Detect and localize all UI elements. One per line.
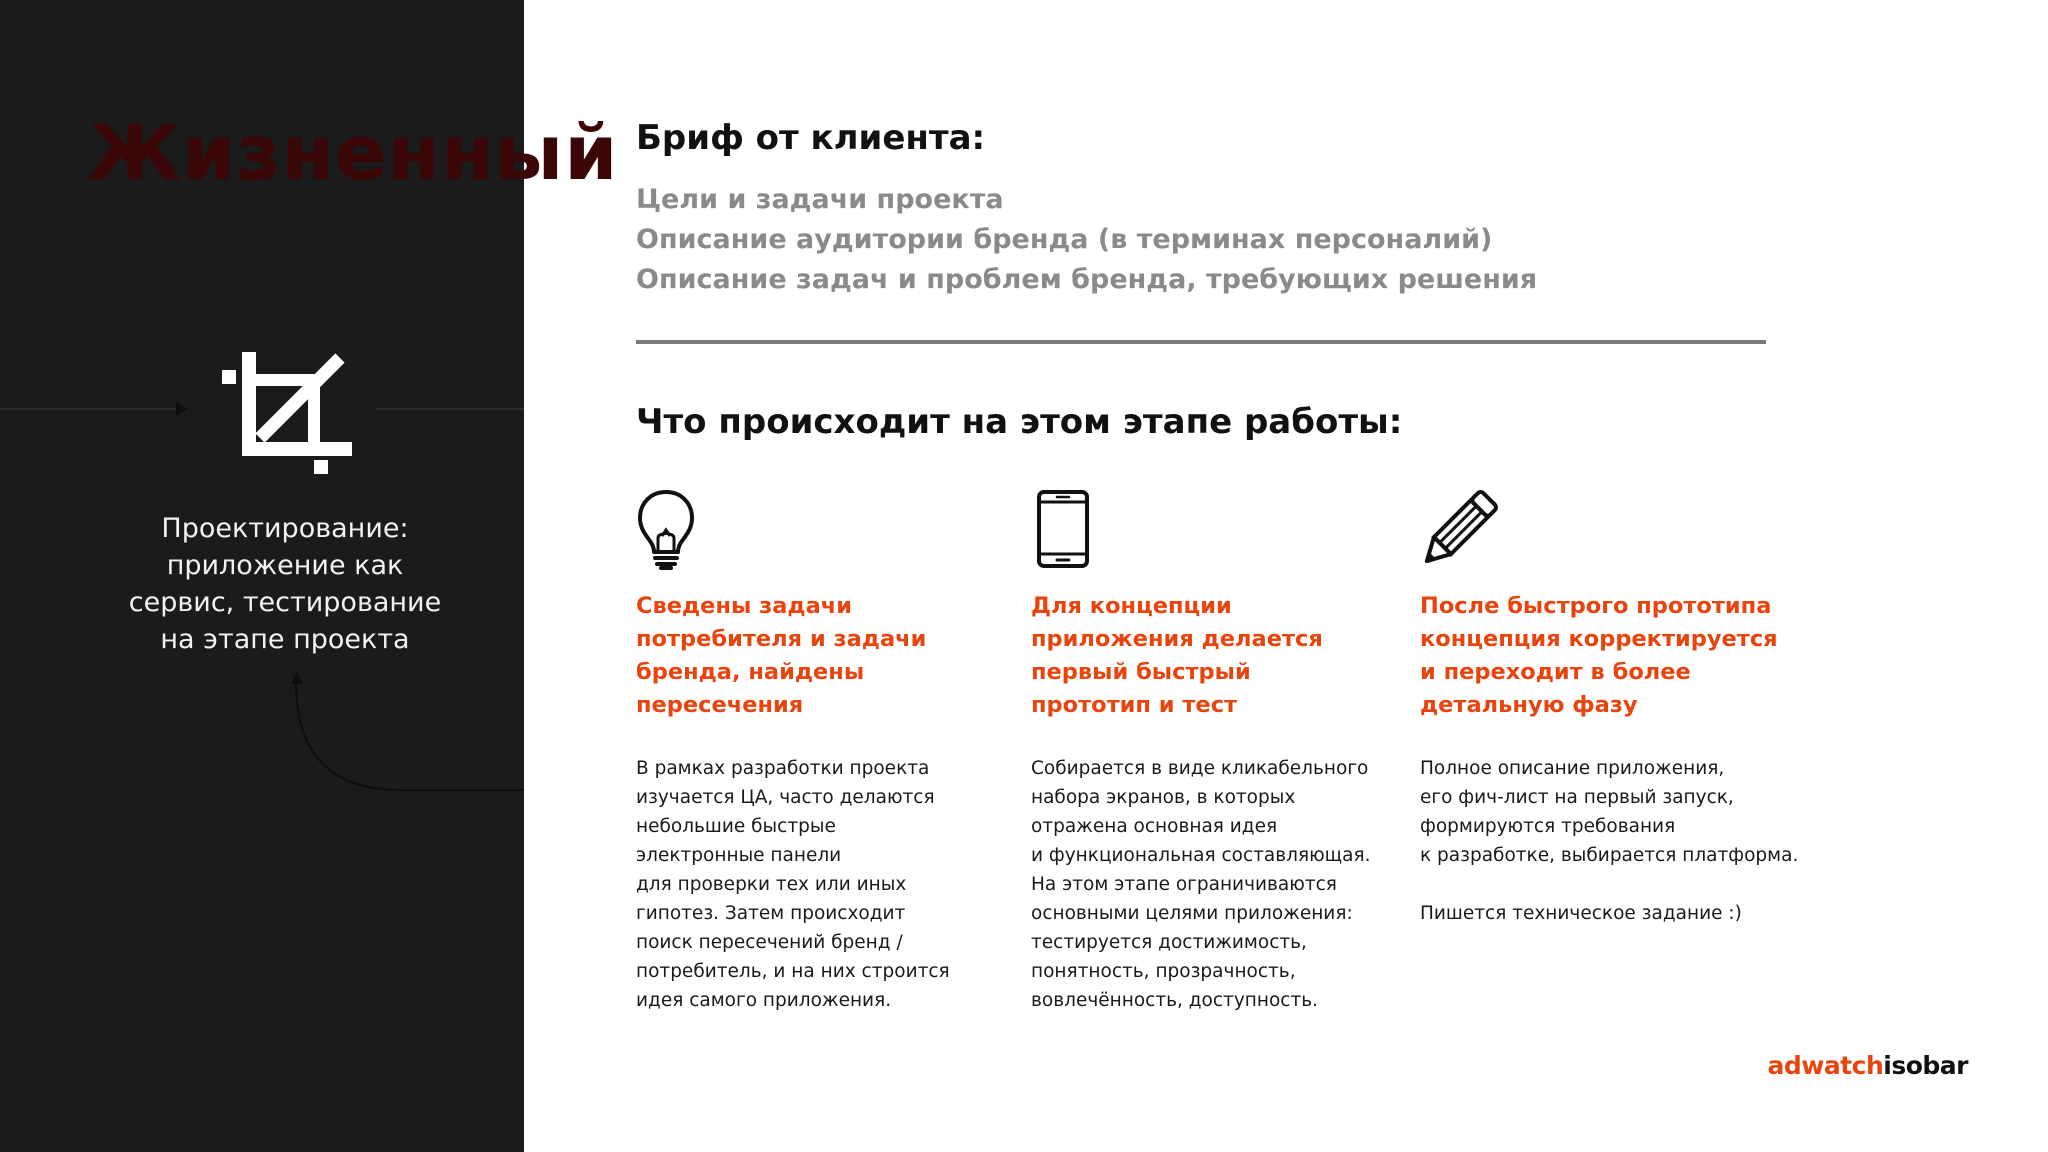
crop-icon bbox=[222, 352, 352, 476]
stage-label bbox=[110, 510, 460, 658]
text-line: тестируется достижимость, bbox=[1031, 932, 1307, 953]
stage-title: Что происходит на этом этапе работы: bbox=[636, 402, 1403, 442]
text-line: небольшие быстрые bbox=[636, 816, 836, 837]
pencil-icon bbox=[1420, 488, 1496, 572]
heading-line: Для концепции bbox=[1031, 593, 1232, 619]
heading-line: прототип и тест bbox=[1031, 692, 1238, 718]
text-line: основными целями приложения: bbox=[1031, 903, 1353, 924]
stage-column-heading bbox=[636, 590, 1016, 722]
logo-part-isobar: isobar bbox=[1883, 1051, 1968, 1080]
stage-column-2 bbox=[1031, 488, 1411, 1011]
text-line: для проверки тех или иных bbox=[636, 874, 907, 895]
stage-column-text bbox=[1420, 754, 1820, 928]
text-line: поиск пересечений бренд / bbox=[636, 932, 903, 953]
text-line: гипотез. Затем происходит bbox=[636, 903, 906, 924]
text-line: и функциональная составляющая. bbox=[1031, 845, 1371, 866]
stage-label-line: Проектирование: bbox=[161, 513, 409, 544]
background-title: Жизненный bbox=[88, 108, 619, 197]
lightbulb-icon bbox=[636, 488, 696, 572]
brief-item: Цели и задачи проекта bbox=[636, 184, 1004, 215]
text-line: Полное описание приложения, bbox=[1420, 758, 1725, 779]
stage-column-3 bbox=[1420, 488, 1820, 924]
text-line: отражена основная идея bbox=[1031, 816, 1278, 837]
main-content bbox=[636, 0, 2016, 1152]
heading-line: первый быстрый bbox=[1031, 659, 1251, 685]
text-line: Собирается в виде кликабельного bbox=[1031, 758, 1369, 779]
text-line: изучается ЦА, часто делаются bbox=[636, 787, 935, 808]
brief-item: Описание задач и проблем бренда, требующих решения bbox=[636, 264, 1538, 295]
text-line: Пишется техническое задание :) bbox=[1420, 903, 1742, 924]
logo-part-adwatch: adwatch bbox=[1767, 1051, 1884, 1080]
brief-list bbox=[636, 180, 1537, 300]
tablet-icon bbox=[1031, 488, 1091, 572]
stage-column-1 bbox=[636, 488, 1016, 1011]
heading-line: приложения делается bbox=[1031, 626, 1323, 652]
text-line: вовлечённость, доступность. bbox=[1031, 990, 1319, 1011]
text-line: формируются требования bbox=[1420, 816, 1676, 837]
brand-logo bbox=[1767, 1051, 1968, 1080]
heading-line: После быстрого прототипа bbox=[1420, 593, 1772, 619]
text-line: его фич-лист на первый запуск, bbox=[1420, 787, 1734, 808]
stage-column-heading bbox=[1031, 590, 1411, 722]
text-line: потребитель, и на них строится bbox=[636, 961, 950, 982]
stage-column-text bbox=[1031, 754, 1411, 1015]
stage-label-line: приложение как bbox=[166, 550, 404, 581]
text-line: На этом этапе ограничиваются bbox=[1031, 874, 1337, 895]
brief-title: Бриф от клиента: bbox=[636, 118, 986, 158]
stage-column-text bbox=[636, 754, 1016, 1015]
text-line: идея самого приложения. bbox=[636, 990, 892, 1011]
stage-label-line: на этапе проекта bbox=[160, 624, 410, 655]
brief-item: Описание аудитории бренда (в терминах персоналий) bbox=[636, 224, 1493, 255]
left-panel bbox=[0, 0, 619, 1152]
text-line: В рамках разработки проекта bbox=[636, 758, 930, 779]
heading-line: Сведены задачи bbox=[636, 593, 852, 619]
heading-line: и переходит в более bbox=[1420, 659, 1691, 685]
text-line: электронные панели bbox=[636, 845, 842, 866]
heading-line: потребителя и задачи bbox=[636, 626, 927, 652]
heading-line: пересечения bbox=[636, 692, 804, 718]
text-line: набора экранов, в которых bbox=[1031, 787, 1296, 808]
section-divider bbox=[636, 340, 1766, 344]
heading-line: детальную фазу bbox=[1420, 692, 1638, 718]
text-line: к разработке, выбирается платформа. bbox=[1420, 845, 1799, 866]
stage-label-line: сервис, тестирование bbox=[128, 587, 442, 618]
heading-line: концепция корректируется bbox=[1420, 626, 1778, 652]
stage-column-heading bbox=[1420, 590, 1820, 722]
text-line: понятность, прозрачность, bbox=[1031, 961, 1296, 982]
heading-line: бренда, найдены bbox=[636, 659, 865, 685]
